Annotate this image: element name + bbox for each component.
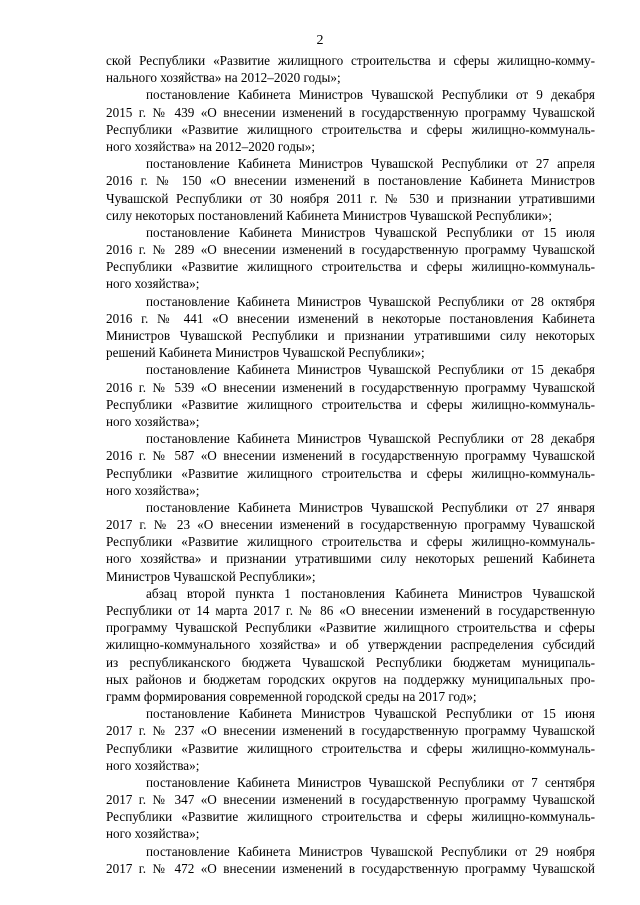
text-line: решений Кабинета Министров Чувашской Республики»; <box>106 345 425 361</box>
text-line: постановление Кабинета Министров Чувашской Республики от 15 июня <box>146 706 595 722</box>
text-line: 2016 г. № 289 «О внесении изменений в государственную программу Чувашской <box>106 242 595 258</box>
paragraph <box>106 430 595 499</box>
text-line: постановление Кабинета Министров Чувашской Республики от 27 января <box>146 499 595 515</box>
text-line: Республики «Развитие жилищного строительства и сферы жилищно-коммуналь- <box>106 465 595 481</box>
text-line: силу некоторых постановлений Кабинета Министров Чувашской Республики»; <box>106 207 552 223</box>
paragraph <box>106 499 595 585</box>
text-line: 2015 г. № 439 «О внесении изменений в государственную программу Чувашской <box>106 104 595 120</box>
text-line: Республики «Развитие жилищного строительства и сферы жилищно-коммуналь- <box>106 740 595 756</box>
paragraph <box>106 293 595 362</box>
paragraph <box>106 774 595 843</box>
text-line: ного хозяйства»; <box>106 482 200 498</box>
text-line: Республики «Развитие жилищного строительства и сферы жилищно-коммуналь- <box>106 534 595 550</box>
text-line: постановление Кабинета Министров Чувашской Республики от 28 октября <box>146 293 595 309</box>
text-line: Чувашской Республики от 30 ноября 2011 г. № 530 и признании утратившими <box>106 190 595 206</box>
text-line: 2016 г. № 441 «О внесении изменений в некоторые постановления Кабинета <box>106 310 595 326</box>
text-line: постановление Кабинета Министров Чувашской Республики от 15 июля <box>146 224 595 240</box>
text-line: ного хозяйства»; <box>106 757 200 773</box>
text-line: Республики «Развитие жилищного строительства и сферы жилищно-коммуналь- <box>106 396 595 412</box>
text-line: ных районов и бюджетам городских округов на поддержку муниципальных про- <box>106 671 595 687</box>
paragraph <box>106 52 595 86</box>
paragraph <box>106 224 595 293</box>
text-line: Министров Чувашской Республики»; <box>106 568 316 584</box>
text-line: постановление Кабинета Министров Чувашской Республики от 27 апреля <box>146 156 595 172</box>
paragraph <box>106 585 595 705</box>
document-body <box>106 52 595 877</box>
text-line: Республики «Развитие жилищного строительства и сферы жилищно-коммуналь- <box>106 809 595 825</box>
text-line: постановление Кабинета Министров Чувашской Республики от 7 сентября <box>146 774 595 790</box>
text-line: Республики «Развитие жилищного строительства и сферы жилищно-коммуналь- <box>106 259 595 275</box>
paragraph <box>106 361 595 430</box>
text-line: Республики «Развитие жилищного строительства и сферы жилищно-коммуналь- <box>106 121 595 137</box>
text-line: Министров Чувашской Республики и признании утратившими силу некоторых <box>106 328 595 343</box>
text-line: 2017 г. № 23 «О внесении изменений в государственную программу Чувашской <box>106 517 595 533</box>
text-line: постановление Кабинета Министров Чувашской Республики от 9 декабря <box>146 87 595 103</box>
text-line: грамм формирования современной городской среды на 2017 год»; <box>106 688 477 704</box>
paragraph <box>106 155 595 224</box>
text-line: постановление Кабинета Министров Чувашской Республики от 29 ноября <box>146 843 595 859</box>
text-line: постановление Кабинета Министров Чувашской Республики от 28 декабря <box>146 431 595 447</box>
paragraph <box>106 86 595 155</box>
text-line: абзац второй пункта 1 постановления Кабинета Министров Чувашской <box>146 585 595 601</box>
text-line: ного хозяйства»; <box>106 276 200 292</box>
text-line: 2017 г. № 472 «О внесении изменений в государственную программу Чувашской <box>106 860 595 876</box>
text-line: Республики от 14 марта 2017 г. № 86 «О внесении изменений в государственную <box>106 603 595 618</box>
text-line: 2017 г. № 347 «О внесении изменений в государственную программу Чувашской <box>106 792 595 808</box>
text-line: ской Республики «Развитие жилищного строительства и сферы жилищно-комму- <box>106 53 595 68</box>
text-line: ного хозяйства» и признании утратившими силу некоторых решений Кабинета <box>106 551 595 567</box>
text-line: нального хозяйства» на 2012–2020 годы»; <box>106 70 341 86</box>
text-line: ного хозяйства» на 2012–2020 годы»; <box>106 138 316 154</box>
text-line: 2016 г. № 150 «О внесении изменений в постановление Кабинета Министров <box>106 173 595 189</box>
text-line: 2016 г. № 587 «О внесении изменений в государственную программу Чувашской <box>106 448 595 464</box>
paragraph <box>106 843 595 877</box>
page-number: 2 <box>316 33 324 48</box>
text-line: постановление Кабинета Министров Чувашской Республики от 15 декабря <box>146 362 595 378</box>
text-line: из республиканского бюджета Чувашской Республики бюджетам муниципаль- <box>106 654 595 670</box>
text-line: ного хозяйства»; <box>106 413 200 429</box>
text-line: 2017 г. № 237 «О внесении изменений в государственную программу Чувашской <box>106 723 595 739</box>
text-line: программу Чувашской Республики «Развитие жилищного строительства и сферы <box>106 620 595 636</box>
text-line: 2016 г. № 539 «О внесении изменений в государственную программу Чувашской <box>106 379 595 395</box>
text-line: жилищно-коммунального хозяйства» и об утверждении распределения субсидий <box>106 637 595 653</box>
paragraph <box>106 705 595 774</box>
text-line: ного хозяйства»; <box>106 826 200 842</box>
